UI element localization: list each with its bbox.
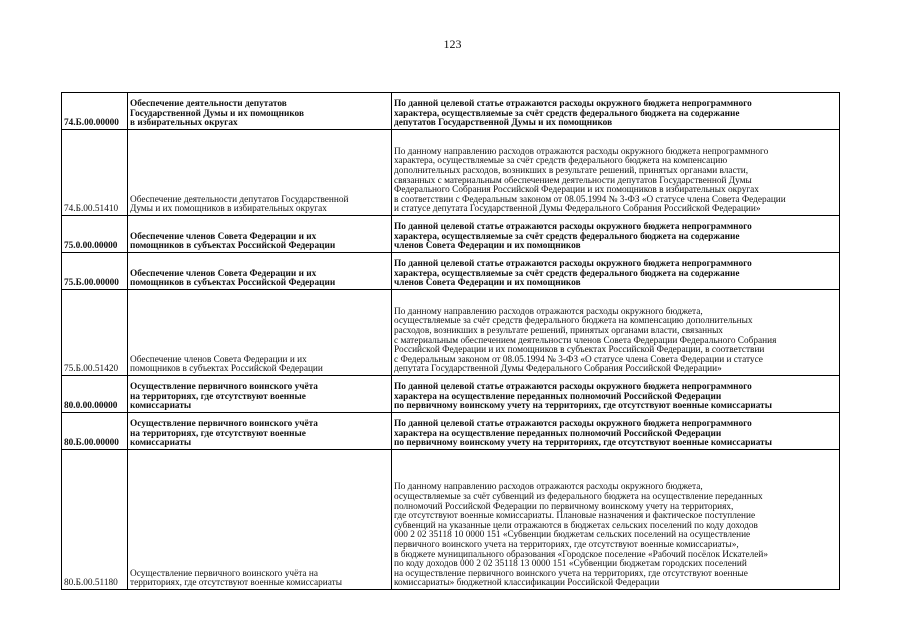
- row-description: [392, 450, 840, 590]
- name-line: Обеспечение членов Совета Федерации и их: [130, 231, 317, 242]
- row-code: 74.Б.00.51410: [62, 130, 128, 216]
- description-line: дополнительных расходов, возникших в результате решений, принятых органами власти,: [394, 166, 749, 177]
- row-code: 80.Б.00.00000: [62, 413, 128, 450]
- description-line: характера, осуществляемые за счёт средств федерального бюджета на содержание: [394, 231, 740, 242]
- description-line: осуществляемые за счёт средств федерального бюджета на компенсацию дополнительных: [394, 316, 753, 327]
- row-name: [128, 93, 392, 130]
- row-name: [128, 290, 392, 376]
- name-line: Государственной Думы и их помощников: [130, 108, 304, 119]
- table-row: [62, 290, 840, 376]
- description-line: и статусе депутата Государственной Думы Федерального Собрания Российской Федерации»: [394, 204, 761, 215]
- description-line: первичного воинского учета на территориях, где отсутствуют военные комиссариаты»,: [394, 540, 739, 551]
- description-line: в бюджете муниципального образования «Городское поселение «Рабочий посёлок Искателей»: [394, 549, 768, 560]
- description-line: с Федеральным законом от 08.05.1994 № 3-ФЗ «О статусе члена Совета Федерации и статусе: [394, 354, 763, 365]
- name-line: Обеспечение членов Совета Федерации и их: [130, 354, 307, 365]
- table-row: [62, 130, 840, 216]
- description-line: по первичному воинскому учету на территориях, где отсутствуют военные комиссариаты: [394, 401, 772, 412]
- row-name: [128, 216, 392, 253]
- description-line: По данной целевой статье отражаются расходы окружного бюджета непрограммного: [394, 222, 752, 233]
- description-line: депутата Государственной Думы Федерального Собрания Российской Федерации»: [394, 364, 722, 375]
- budget-classification-table: [61, 92, 840, 590]
- table-row: [62, 450, 840, 590]
- description-line: 000 2 02 35118 10 0000 151 «Субвенции бюджетам сельских поселений на осуществление: [394, 530, 751, 541]
- description-line: субвенций на указанные цели отражаются в бюджетах сельских поселений по коду доходов: [394, 520, 758, 531]
- description-line: осуществляемые за счёт субвенций из федерального бюджета на осуществление переданных: [394, 492, 763, 503]
- description-line: По данной целевой статье отражаются расходы окружного бюджета непрограммного: [394, 99, 752, 110]
- description-line: комиссариаты» бюджетной классификации Российской Федерации: [394, 578, 660, 589]
- row-description: [392, 290, 840, 376]
- row-description: [392, 93, 840, 130]
- description-line: связанных с материальным обеспечением деятельности депутатов Государственной Думы: [394, 175, 752, 186]
- name-line: Осуществление первичного воинского учёта: [130, 382, 318, 393]
- row-description: [392, 376, 840, 413]
- description-line: по первичному воинскому учету на территориях, где отсутствуют военные комиссариаты: [394, 438, 772, 449]
- name-line: помощников в субъектах Российской Федерации: [130, 278, 336, 289]
- row-name: [128, 413, 392, 450]
- name-line: Обеспечение членов Совета Федерации и их: [130, 268, 317, 279]
- description-line: характера, осуществляемые за счёт средств федерального бюджета на компенсацию: [394, 156, 728, 167]
- description-line: Федерального Собрания Российской Федерации и их помощников в избирательных округах: [394, 185, 759, 196]
- name-line: помощников в субъектах Российской Федерации: [130, 241, 336, 252]
- description-line: депутатов Государственной Думы и их помощников: [394, 118, 613, 129]
- row-description: [392, 130, 840, 216]
- row-code: 80.0.00.00000: [62, 376, 128, 413]
- name-line: на территориях, где отсутствуют военные: [130, 428, 306, 439]
- description-line: полномочий Российской Федерации по первичному воинскому учету на территориях,: [394, 501, 734, 512]
- page-number: 123: [443, 37, 462, 51]
- description-line: По данной целевой статье отражаются расходы окружного бюджета непрограммного: [394, 419, 752, 430]
- name-line: Обеспечение деятельности депутатов: [130, 99, 287, 110]
- description-line: членов Совета Федерации и их помощников: [394, 278, 581, 289]
- row-code: 80.Б.00.51180: [62, 450, 128, 590]
- table-row: [62, 93, 840, 130]
- description-line: с материальным обеспечением деятельности членов Совета Федерации Федерального Собрания: [394, 335, 777, 346]
- row-name: [128, 130, 392, 216]
- name-line: комиссариаты: [130, 401, 192, 412]
- description-line: в соответствии с Федеральным законом от 08.05.1994 № 3-ФЗ «О статусе члена Совета Федерации: [394, 194, 786, 205]
- table-row: [62, 413, 840, 450]
- row-code: 75.Б.00.51420: [62, 290, 128, 376]
- name-line: помощников в субъектах Российской Федерации: [130, 364, 323, 375]
- description-line: По данному направлению расходов отражаются расходы окружного бюджета непрограммного: [394, 146, 769, 157]
- row-name: [128, 450, 392, 590]
- row-description: [392, 216, 840, 253]
- name-line: Осуществление первичного воинского учёта на: [130, 568, 318, 579]
- description-line: характера, осуществляемые за счёт средств федерального бюджета на содержание: [394, 268, 740, 279]
- description-line: По данной целевой статье отражаются расходы окружного бюджета непрограммного: [394, 382, 752, 393]
- table-row: [62, 376, 840, 413]
- description-line: членов Совета Федерации и их помощников: [394, 241, 581, 252]
- row-description: [392, 253, 840, 290]
- description-line: По данной целевой статье отражаются расходы окружного бюджета непрограммного: [394, 259, 752, 270]
- description-line: где отсутствуют военные комиссариаты. Плановые назначения и фактическое поступление: [394, 511, 756, 522]
- name-line: территориях, где отсутствуют военные комиссариаты: [130, 578, 342, 589]
- description-line: характера на осуществление переданных полномочий Российской Федерации: [394, 428, 722, 439]
- description-line: По данному направлению расходов отражаются расходы окружного бюджета,: [394, 306, 703, 317]
- description-line: Российской Федерации и их помощников в субъектах Российской Федерации, в соответствии: [394, 345, 765, 356]
- table-row: [62, 216, 840, 253]
- description-line: по коду доходов 000 2 02 35118 13 0000 151 «Субвенции бюджетам городских поселений: [394, 559, 747, 570]
- row-name: [128, 376, 392, 413]
- row-code: 74.Б.00.00000: [62, 93, 128, 130]
- name-line: в избирательных округах: [130, 118, 238, 129]
- row-description: [392, 413, 840, 450]
- name-line: комиссариаты: [130, 438, 192, 449]
- table-row: [62, 253, 840, 290]
- row-name: [128, 253, 392, 290]
- name-line: Осуществление первичного воинского учёта: [130, 419, 318, 430]
- description-line: По данному направлению расходов отражаются расходы окружного бюджета,: [394, 482, 703, 493]
- name-line: Думы и их помощников в избирательных округах: [130, 204, 327, 215]
- description-line: характера на осуществление переданных полномочий Российской Федерации: [394, 391, 722, 402]
- description-line: расходов, возникших в результате решений, принятых органами власти, связанных: [394, 326, 723, 337]
- name-line: на территориях, где отсутствуют военные: [130, 391, 306, 402]
- description-line: на осуществление первичного воинского учета на территориях, где отсутствуют военные: [394, 568, 748, 579]
- row-code: 75.Б.00.00000: [62, 253, 128, 290]
- description-line: характера, осуществляемые за счёт средств федерального бюджета на содержание: [394, 108, 740, 119]
- row-code: 75.0.00.00000: [62, 216, 128, 253]
- name-line: Обеспечение деятельности депутатов Государственной: [130, 194, 349, 205]
